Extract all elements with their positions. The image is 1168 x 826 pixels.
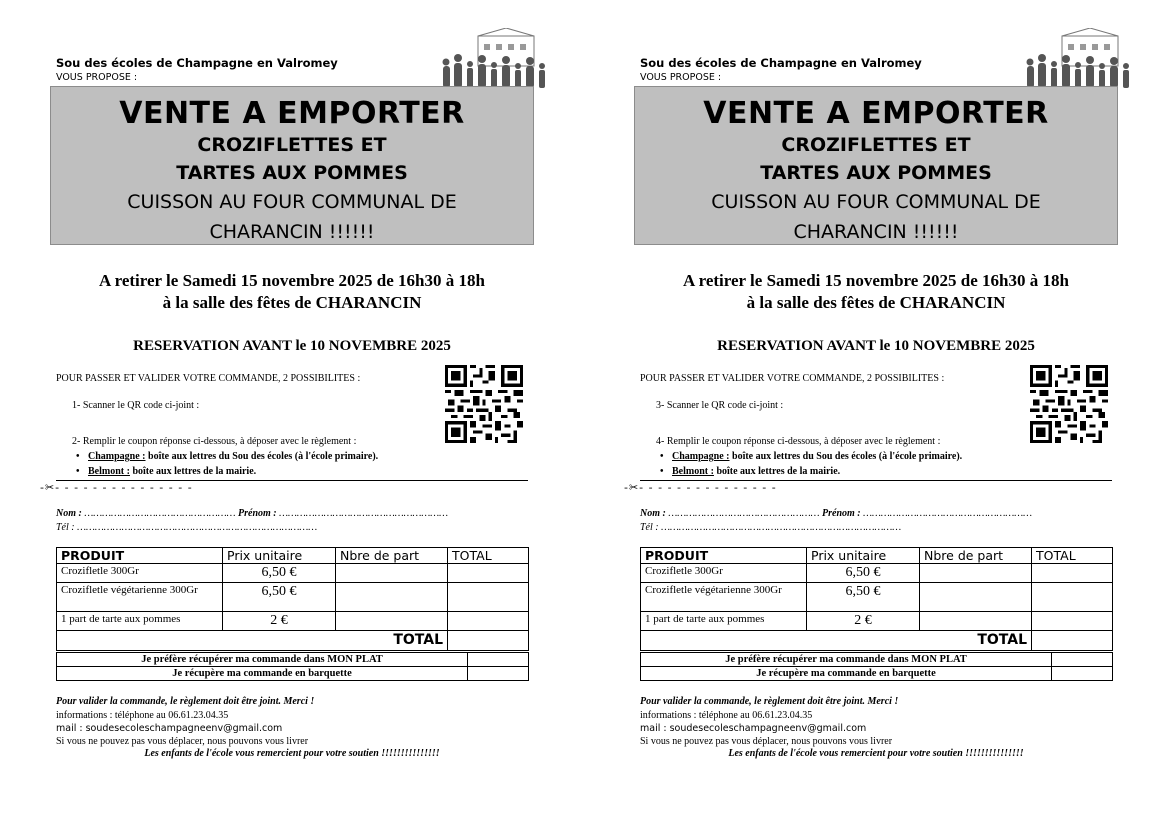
- header-total: TOTAL: [1032, 548, 1113, 564]
- header-nbre: Nbre de part: [336, 548, 448, 564]
- dropoff-belmont: • Belmont : boîte aux lettres de la mairie.: [660, 466, 841, 477]
- phone-field-row: [640, 522, 901, 533]
- banner-line-2: TARTES AUX POMMES: [176, 162, 408, 184]
- header-prix: Prix unitaire: [807, 548, 920, 564]
- banner-title: VENTE A EMPORTER: [703, 96, 1049, 131]
- school-logo-icon: [1022, 28, 1134, 90]
- pref-own-dish: Je préfère récupérer ma commande dans MON PLAT: [57, 653, 468, 667]
- quantity-cell[interactable]: [920, 612, 1032, 631]
- phone-field-row: [56, 522, 317, 533]
- banner-line-1: CROZIFLETTES ET: [781, 134, 971, 156]
- quantity-cell[interactable]: [336, 612, 448, 631]
- pref-own-dish: Je préfère récupérer ma commande dans MON PLAT: [641, 653, 1052, 667]
- banner-line-2: TARTES AUX POMMES: [760, 162, 992, 184]
- nom-label: Nom :: [640, 508, 666, 519]
- product-price: 6,50 €: [223, 583, 336, 612]
- header-total: TOTAL: [448, 548, 529, 564]
- pref-tray: Je récupère ma commande en barquette: [641, 667, 1052, 681]
- reservation-deadline: RESERVATION AVANT le 10 NOVEMBRE 2025: [133, 338, 451, 354]
- phone-info: informations : téléphone au 06.61.23.04.35: [640, 710, 813, 721]
- nom-field[interactable]: ……………………………………………: [665, 508, 823, 519]
- school-logo-icon: [438, 28, 550, 90]
- propose-label: VOUS PROPOSE :: [56, 72, 138, 83]
- thanks-note: Les enfants de l'école vous remercient pour votre soutien !!!!!!!!!!!!!!!: [728, 748, 1024, 759]
- pickup-info: [584, 270, 1168, 314]
- pref-tray-checkbox[interactable]: [1052, 667, 1113, 681]
- thanks-note: Les enfants de l'école vous remercient pour votre soutien !!!!!!!!!!!!!!!: [144, 748, 440, 759]
- reservation-deadline: RESERVATION AVANT le 10 NOVEMBRE 2025: [717, 338, 1035, 354]
- pickup-date: A retirer le Samedi 15 novembre 2025 de 16h30 à 18h: [99, 271, 485, 290]
- option-scan-qr: 3- Scanner le QR code ci-joint :: [656, 400, 784, 411]
- product-name: Crozifletle végétarienne 300Gr: [641, 583, 807, 612]
- pickup-location: à la salle des fêtes de CHARANCIN: [746, 293, 1006, 312]
- dropoff-belmont-label: Belmont :: [88, 466, 130, 477]
- preference-table: [56, 652, 529, 681]
- dropoff-champagne: • Champagne : boîte aux lettres du Sou des écoles (à l'école primaire).: [660, 451, 963, 462]
- mail-info: mail : soudesecoleschampagneenv@gmail.com: [56, 723, 283, 734]
- dropoff-champagne-label: Champagne :: [672, 451, 730, 462]
- line-total-cell[interactable]: [448, 612, 529, 631]
- product-name: Crozifletle 300Gr: [57, 564, 223, 583]
- validation-note: Pour valider la commande, le règlement doit être joint. Merci !: [56, 696, 315, 707]
- sale-banner: [634, 86, 1118, 245]
- dropoff-champagne-text: boîte aux lettres du Sou des écoles (à l'école primaire).: [145, 451, 379, 462]
- option-scan-qr: 1- Scanner le QR code ci-joint :: [72, 400, 200, 411]
- banner-line-1: CROZIFLETTES ET: [197, 134, 387, 156]
- tel-label: Tél :: [56, 522, 75, 533]
- pickup-location: à la salle des fêtes de CHARANCIN: [162, 293, 422, 312]
- prenom-field[interactable]: …………………………………………………: [276, 508, 449, 519]
- order-instructions-intro: POUR PASSER ET VALIDER VOTRE COMMANDE, 2 POSSIBILITES :: [640, 373, 945, 384]
- line-total-cell[interactable]: [1032, 583, 1113, 612]
- line-total-cell[interactable]: [1032, 564, 1113, 583]
- grand-total-label: TOTAL: [641, 631, 1032, 651]
- quantity-cell[interactable]: [336, 583, 448, 612]
- qr-code-icon[interactable]: [1030, 365, 1108, 443]
- dropoff-belmont-text: boîte aux lettres de la mairie.: [129, 466, 257, 477]
- validation-note: Pour valider la commande, le règlement doit être joint. Merci !: [640, 696, 899, 707]
- quantity-cell[interactable]: [920, 564, 1032, 583]
- product-price: 2 €: [807, 612, 920, 631]
- order-instructions-intro: POUR PASSER ET VALIDER VOTRE COMMANDE, 2 POSSIBILITES :: [56, 373, 361, 384]
- product-name: Crozifletle 300Gr: [641, 564, 807, 583]
- product-price: 2 €: [223, 612, 336, 631]
- prenom-label: Prénom :: [822, 508, 861, 519]
- banner-line-3: CUISSON AU FOUR COMMUNAL DE: [127, 191, 457, 213]
- option-coupon: 4- Remplir le coupon réponse ci-dessous, à déposer avec le règlement :: [656, 436, 941, 447]
- tel-label: Tél :: [640, 522, 659, 533]
- grand-total-label: TOTAL: [57, 631, 448, 651]
- name-field-row: [56, 508, 448, 519]
- product-name: Crozifletle végétarienne 300Gr: [57, 583, 223, 612]
- phone-info: informations : téléphone au 06.61.23.04.35: [56, 710, 229, 721]
- tel-field[interactable]: ………………………………………………………………………: [658, 522, 902, 533]
- preference-table: [640, 652, 1113, 681]
- pickup-date: A retirer le Samedi 15 novembre 2025 de 16h30 à 18h: [683, 271, 1069, 290]
- grand-total-cell[interactable]: [1032, 631, 1113, 651]
- dropoff-belmont-text: boîte aux lettres de la mairie.: [713, 466, 841, 477]
- product-name: 1 part de tarte aux pommes: [57, 612, 223, 631]
- propose-label: VOUS PROPOSE :: [640, 72, 722, 83]
- dropoff-champagne-text: boîte aux lettres du Sou des écoles (à l'école primaire).: [729, 451, 963, 462]
- name-field-row: [640, 508, 1032, 519]
- quantity-cell[interactable]: [920, 583, 1032, 612]
- product-price: 6,50 €: [223, 564, 336, 583]
- prenom-label: Prénom :: [238, 508, 277, 519]
- line-total-cell[interactable]: [448, 583, 529, 612]
- tel-field[interactable]: ………………………………………………………………………: [74, 522, 318, 533]
- pickup-info: [0, 270, 584, 314]
- dropoff-champagne: • Champagne : boîte aux lettres du Sou des écoles (à l'école primaire).: [76, 451, 379, 462]
- header-produit: PRODUIT: [641, 548, 807, 564]
- delivery-info: Si vous ne pouvez pas vous déplacer, nous pouvons vous livrer: [640, 736, 893, 747]
- pref-own-dish-checkbox[interactable]: [1052, 653, 1113, 667]
- nom-label: Nom :: [56, 508, 82, 519]
- quantity-cell[interactable]: [336, 564, 448, 583]
- organization-name: Sou des écoles de Champagne en Valromey: [56, 56, 338, 70]
- option-coupon: 2- Remplir le coupon réponse ci-dessous, à déposer avec le règlement :: [72, 436, 357, 447]
- scissors-cut-line: -✂- - - - - - - - - - - - - - -: [40, 481, 193, 494]
- flyer-right: [584, 0, 1168, 826]
- banner-title: VENTE A EMPORTER: [119, 96, 465, 131]
- order-table: [640, 547, 1113, 651]
- organization-name: Sou des écoles de Champagne en Valromey: [640, 56, 922, 70]
- dropoff-champagne-label: Champagne :: [88, 451, 146, 462]
- product-name: 1 part de tarte aux pommes: [641, 612, 807, 631]
- delivery-info: Si vous ne pouvez pas vous déplacer, nous pouvons vous livrer: [56, 736, 309, 747]
- line-total-cell[interactable]: [1032, 612, 1113, 631]
- qr-code-icon[interactable]: [445, 365, 523, 443]
- mail-info: mail : soudesecoleschampagneenv@gmail.com: [640, 723, 867, 734]
- prenom-field[interactable]: …………………………………………………: [860, 508, 1033, 519]
- nom-field[interactable]: ……………………………………………: [81, 508, 239, 519]
- pref-tray: Je récupère ma commande en barquette: [57, 667, 468, 681]
- line-total-cell[interactable]: [448, 564, 529, 583]
- banner-line-3: CUISSON AU FOUR COMMUNAL DE: [711, 191, 1041, 213]
- product-price: 6,50 €: [807, 583, 920, 612]
- pref-own-dish-checkbox[interactable]: [468, 653, 529, 667]
- dropoff-belmont-label: Belmont :: [672, 466, 714, 477]
- grand-total-cell[interactable]: [448, 631, 529, 651]
- banner-line-4: CHARANCIN !!!!!!: [793, 221, 959, 243]
- header-produit: PRODUIT: [57, 548, 223, 564]
- product-price: 6,50 €: [807, 564, 920, 583]
- header-nbre: Nbre de part: [920, 548, 1032, 564]
- order-table: [56, 547, 529, 651]
- sale-banner: [50, 86, 534, 245]
- scissors-cut-line: -✂- - - - - - - - - - - - - - -: [624, 481, 777, 494]
- dropoff-belmont: • Belmont : boîte aux lettres de la mairie.: [76, 466, 257, 477]
- header-prix: Prix unitaire: [223, 548, 336, 564]
- pref-tray-checkbox[interactable]: [468, 667, 529, 681]
- banner-line-4: CHARANCIN !!!!!!: [209, 221, 375, 243]
